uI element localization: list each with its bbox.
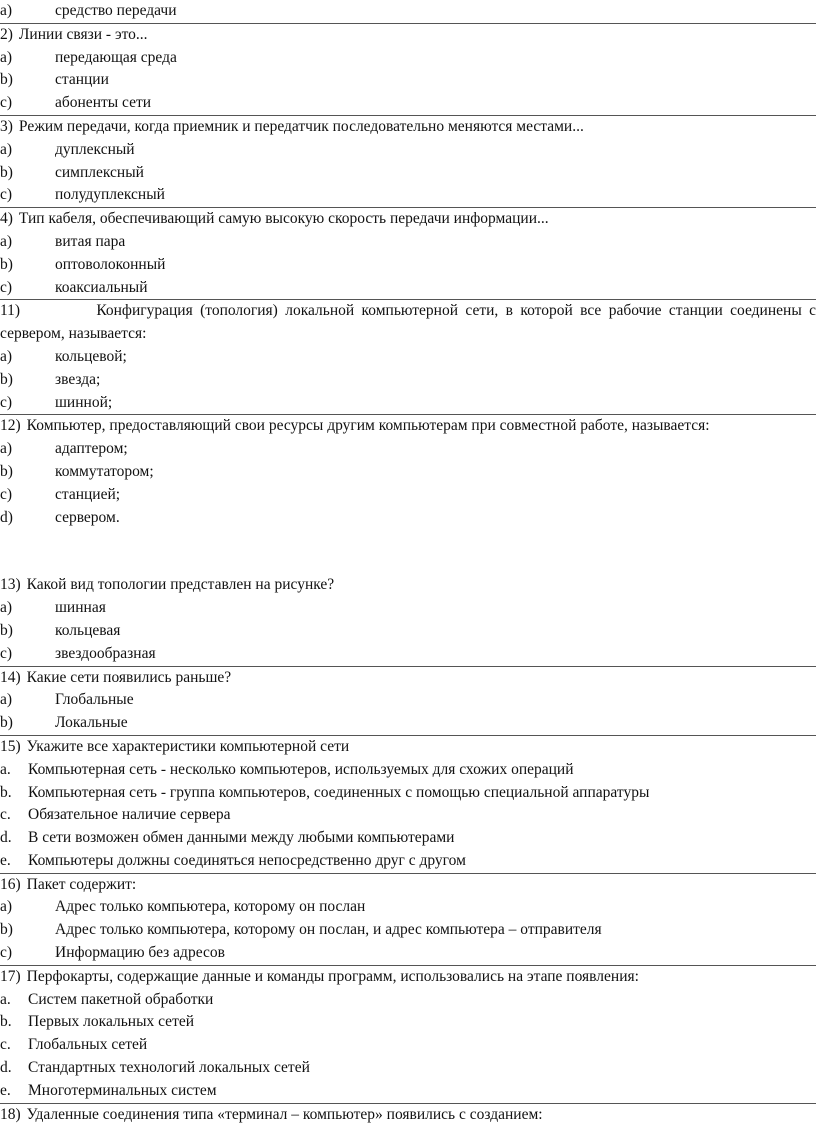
answer-option [0,254,816,277]
option-text: средство передачи [55,2,177,19]
question-text [0,874,816,897]
answer-option [0,1057,816,1080]
option-letter: c) [0,278,13,296]
question-4 [0,207,816,299]
answer-option [0,896,816,919]
option-letter: b) [0,255,13,273]
question-text [0,300,816,323]
question-11 [0,299,816,414]
answer-option [0,184,816,207]
option-letter: a. [0,990,11,1008]
option-letter: e. [0,851,11,869]
option-text: станцией; [55,485,121,503]
option-letter: c) [0,485,13,503]
option-text: шинной; [55,393,113,411]
option-text: коаксиальный [55,278,148,296]
option-text: оптоволоконный [55,255,166,273]
option-text: Стандартных технологий локальных сетей [28,1059,310,1077]
question-16 [0,873,816,965]
question-number: 4) [0,210,13,228]
option-letter: b) [0,714,13,732]
question-label: Режим передачи, когда приемник и передатчик последовательно меняются местами... [18,117,584,135]
answer-option [0,712,816,735]
option-letter: a) [0,347,13,365]
option-text: Локальные [55,714,128,732]
option-text: Компьютеры должны соединяться непосредственно друг с другом [28,851,466,869]
question-text [0,208,816,231]
question-text [0,574,816,597]
question-label-line1: Конфигурация (топология) локальной компьютерной сети, в которой все рабочие станции соединены с [96,302,816,320]
option-letter: b. [0,783,12,801]
answer-option [0,369,816,392]
option-text: Компьютерная сеть - несколько компьютеров, используемых для схожих операций [28,760,574,778]
option-letter: c) [0,186,13,204]
answer-option [0,438,816,461]
option-letter: a) [0,440,13,458]
question-label: Пакет содержит: [26,875,137,893]
question-number: 14) [0,668,21,686]
question-label: Укажите все характеристики компьютерной сети [26,737,350,755]
question-label: Удаленные соединения типа «терминал – компьютер» появились с созданием: [26,1105,543,1123]
question-12 [0,414,816,529]
question-label: Линии связи - это... [18,25,148,43]
answer-option [0,827,816,850]
question-text [0,736,816,759]
question-17 [0,965,816,1103]
option-text: Обязательное наличие сервера [28,806,231,824]
option-text: станции [55,71,109,89]
answer-option [0,69,816,92]
option-letter: c) [0,94,13,112]
question-number: 16) [0,875,21,893]
question-2 [0,23,816,115]
answer-option [0,782,816,805]
question-3 [0,115,816,207]
question-number: 3) [0,117,13,135]
question-number: 12) [0,417,21,435]
option-text: Адрес только компьютера, которому он послан [55,898,366,916]
option-text: симплексный [55,163,144,181]
option-text: кольцевая [55,621,121,639]
answer-option [0,139,816,162]
option-text: Глобальных сетей [28,1036,148,1054]
option-letter: c) [0,944,13,962]
question-label-line2: сервером, называется: [0,325,147,343]
option-text: Первых локальных сетей [28,1013,195,1031]
question-13 [0,574,816,665]
answer-option [0,162,816,185]
question-number: 15) [0,737,21,755]
answer-option [0,277,816,300]
question-number: 13) [0,576,21,594]
answer-option [0,461,816,484]
question-text [0,415,816,438]
answer-option [0,919,816,942]
option-letter: c. [0,1036,11,1054]
option-letter: e. [0,1081,11,1099]
question-label: Какой вид топологии представлен на рисунке? [26,576,335,594]
option-text: Систем пакетной обработки [28,990,214,1008]
question-label: Перфокарты, содержащие данные и команды программ, использовались на этапе появления: [26,967,639,985]
option-letter: c. [0,806,11,824]
option-letter: a) [0,898,13,916]
option-letter: d. [0,829,12,847]
question-text [0,24,816,47]
answer-option [0,507,816,530]
option-text: звезда; [55,370,101,388]
option-text: звездообразная [55,644,156,662]
question-number: 18) [0,1105,21,1123]
answer-option [0,597,816,620]
option-letter: d) [0,508,13,526]
option-letter: b) [0,370,13,388]
option-text: абоненты сети [55,94,152,112]
option-letter: b) [0,621,13,639]
answer-option [0,346,816,369]
option-letter: c) [0,393,13,411]
question-label: Компьютер, предоставляющий свои ресурсы другим компьютерам при совместной работе, называется: [26,417,710,435]
answer-option [0,484,816,507]
answer-option [0,759,816,782]
option-text: передающая среда [55,48,177,66]
option-letter: c) [0,644,13,662]
option-letter: b) [0,921,13,939]
option-text: адаптером; [55,440,128,458]
question-label: Тип кабеля, обеспечивающий самую высокую скорость передачи информации... [18,210,549,228]
answer-option [0,804,816,827]
answer-option [0,1034,816,1057]
option-letter: b. [0,1013,12,1031]
option-letter: a) [0,48,13,66]
option-text: Компьютерная сеть - группа компьютеров, соединенных с помощью специальной аппаратуры [28,783,650,801]
option-text: витая пара [55,232,126,250]
option-letter: a) [0,691,13,709]
question-text [0,667,816,690]
option-letter: a) [0,2,13,19]
blank-space [0,529,816,574]
option-text: Многотерминальных систем [28,1081,217,1099]
option-text: шинная [55,599,106,617]
option-text: коммутатором; [55,462,154,480]
option-letter: d. [0,1059,12,1077]
option-letter: a. [0,760,11,778]
option-text: В сети возможен обмен данными между любыми компьютерами [28,829,455,847]
answer-option [0,850,816,873]
question-text [0,116,816,139]
answer-option [0,1080,816,1103]
answer-option [0,1011,816,1034]
answer-option [0,689,816,712]
question-number: 17) [0,967,21,985]
option-letter: b) [0,71,13,89]
question-fragment [0,0,816,23]
answer-option [0,231,816,254]
option-letter: b) [0,462,13,480]
option-text: Информацию без адресов [55,944,225,962]
answer-option [0,989,816,1012]
option-text: дуплексный [55,140,135,158]
option-letter: a) [0,599,13,617]
option-letter: b) [0,163,13,181]
answer-option [0,620,816,643]
answer-option [0,392,816,415]
option-text: кольцевой; [55,347,127,365]
option-text: полудуплексный [55,186,165,204]
answer-option [0,942,816,965]
question-number: 2) [0,25,13,43]
option-text: Адрес только компьютера, которому он послан, и адрес компьютера – отправителя [55,921,602,939]
answer-option [0,0,816,23]
question-number: 11) [0,302,21,320]
question-text [0,1104,816,1126]
question-18 [0,1103,816,1126]
question-15 [0,735,816,873]
question-text [0,966,816,989]
option-letter: a) [0,232,13,250]
question-14 [0,666,816,735]
question-label: Какие сети появились раньше? [26,668,232,686]
option-text: сервером. [55,508,120,526]
option-letter: a) [0,140,13,158]
option-text: Глобальные [55,691,134,709]
answer-option [0,47,816,70]
answer-option [0,92,816,115]
answer-option [0,643,816,666]
